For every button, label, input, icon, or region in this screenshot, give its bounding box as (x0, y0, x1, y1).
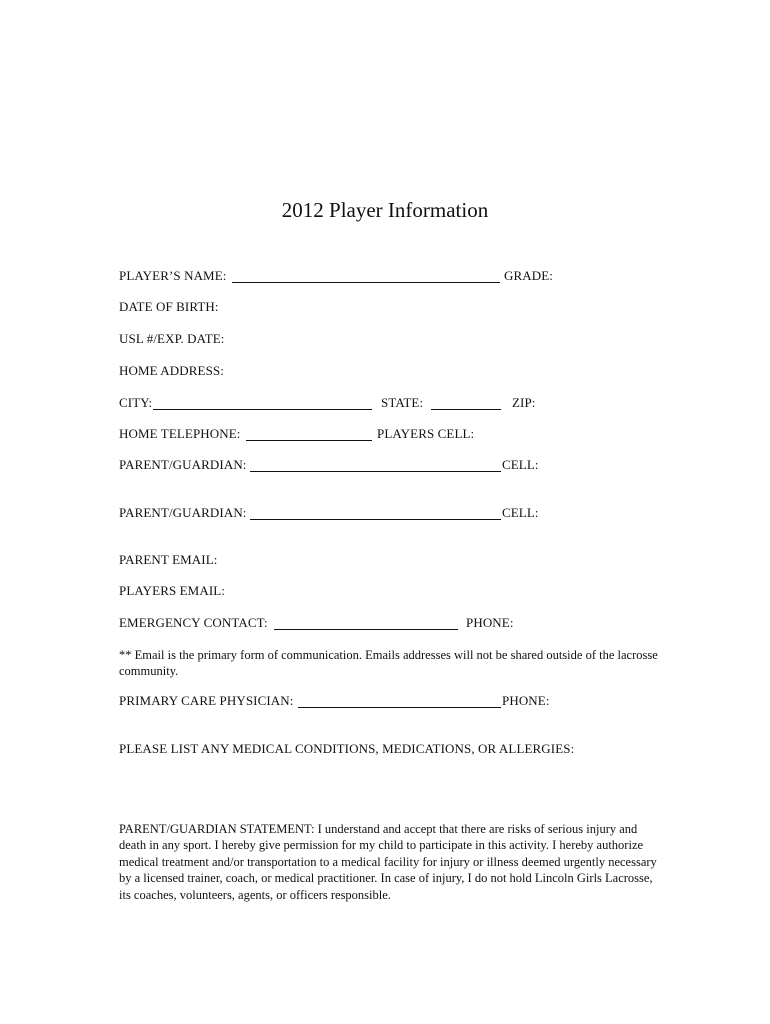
usl-exp-date-label: USL #/EXP. DATE: (119, 331, 225, 346)
city-blank[interactable] (153, 409, 372, 410)
grade-label: GRADE: (504, 268, 553, 283)
cell-1-label: CELL: (502, 457, 539, 472)
parent-guardian-2-blank[interactable] (250, 519, 501, 520)
players-email-label: PLAYERS EMAIL: (119, 583, 226, 598)
cell-2-label: CELL: (502, 505, 539, 520)
home-telephone-label: HOME TELEPHONE: (119, 426, 241, 441)
state-blank[interactable] (431, 409, 501, 410)
physician-label: PRIMARY CARE PHYSICIAN: (119, 693, 294, 708)
state-label: STATE: (381, 395, 424, 410)
parent-guardian-1-label: PARENT/GUARDIAN: (119, 457, 247, 472)
city-label: CITY: (119, 395, 153, 410)
medical-conditions-label: PLEASE LIST ANY MEDICAL CONDITIONS, MEDICATIONS, OR ALLERGIES: (119, 741, 575, 756)
emergency-contact-blank[interactable] (274, 629, 458, 630)
emergency-phone-label: PHONE: (466, 615, 514, 630)
guardian-statement: PARENT/GUARDIAN STATEMENT: I understand and accept that there are risks of serious injury and death in any sport. I hereby give permission for my child to participate in this activity. I hereby authorize medical treatment and/or transportation to a medical facility for injury or illness deemed urgently necessary by a licensed trainer, coach, or medical practitioner. In case of injury, I do not hold Lincoln Girls Lacrosse, its coaches, volunteers, agents, or officers responsible. (119, 822, 657, 902)
home-address-label: HOME ADDRESS: (119, 363, 224, 378)
players-name-blank[interactable] (232, 282, 500, 283)
players-cell-label: PLAYERS CELL: (377, 426, 475, 441)
players-name-label: PLAYER’S NAME: (119, 268, 227, 283)
date-of-birth-label: DATE OF BIRTH: (119, 299, 219, 314)
page-title: 2012 Player Information (281, 198, 489, 222)
zip-label: ZIP: (512, 395, 536, 410)
home-telephone-blank[interactable] (246, 440, 372, 441)
parent-guardian-1-blank[interactable] (250, 471, 501, 472)
emergency-contact-label: EMERGENCY CONTACT: (119, 615, 268, 630)
physician-blank[interactable] (298, 707, 501, 708)
email-note: ** Email is the primary form of communication. Emails addresses will not be shared outside of the lacrosse community. (119, 648, 658, 679)
physician-phone-label: PHONE: (502, 693, 550, 708)
parent-guardian-2-label: PARENT/GUARDIAN: (119, 505, 247, 520)
parent-email-label: PARENT EMAIL: (119, 552, 218, 567)
